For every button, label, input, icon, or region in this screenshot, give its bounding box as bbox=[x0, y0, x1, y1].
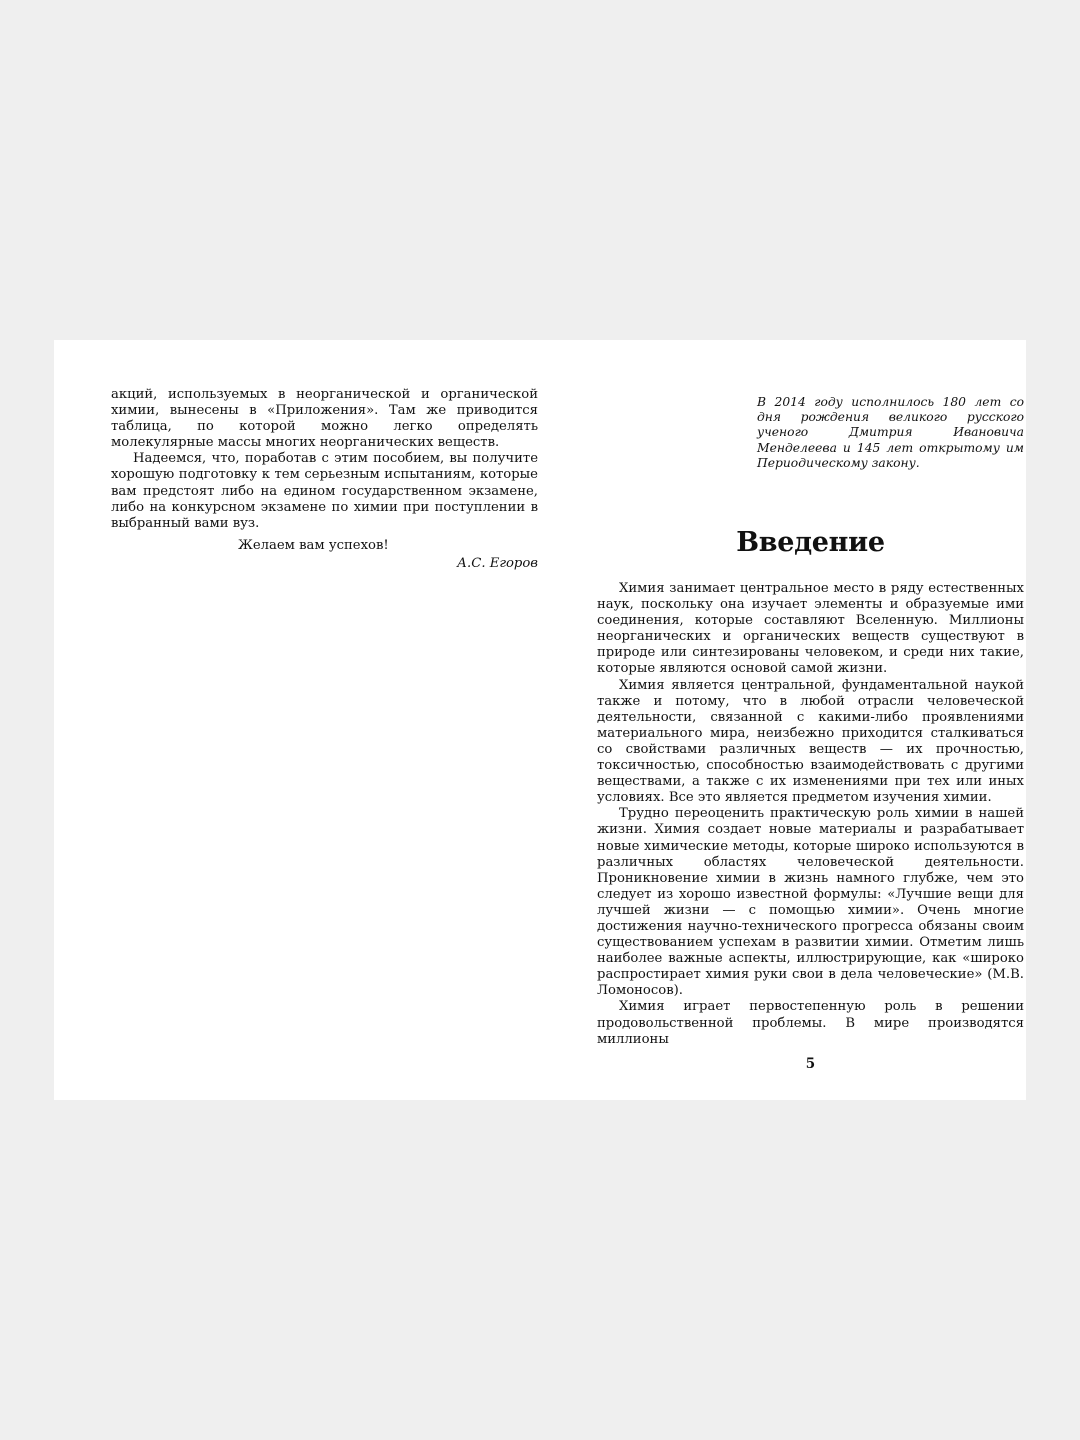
author-signature: А.С. Егоров bbox=[457, 555, 538, 571]
right-page bbox=[597, 395, 1024, 1072]
left-paragraph-1: акций, используемых в неорганической и органической химии, вынесены в «Приложения». Там же приводится таблица, по которой можно легко определять молекулярные массы многих неорганических веществ. bbox=[111, 387, 538, 451]
left-page bbox=[111, 387, 538, 572]
intro-paragraph-1: Химия занимает центральное место в ряду естественных наук, поскольку она изучает элементы и образуемые ими соединения, которые составляют Вселенную. Миллионы неорганических и органических веществ существуют в природе или синтезированы человеком, и среди них такие, которые являются основой самой жизни. bbox=[597, 581, 1024, 677]
book-spread bbox=[54, 340, 1026, 1100]
page-number: 5 bbox=[805, 1055, 816, 1072]
left-paragraph-2: Надеемся, что, поработав с этим пособием, вы получите хорошую подготовку к тем серьезным испытаниям, которые вам предстоят либо на едином государственном экзамене, либо на конкурсном экзамене по химии при поступлении в выбранный вами вуз. bbox=[111, 451, 538, 531]
epigraph: В 2014 году исполнилось 180 лет со дня рождения великого русского ученого Дмитрия Ивановича Менделеева и 145 лет открытому им Периодическому закону. bbox=[757, 395, 1024, 470]
intro-paragraph-2: Химия является центральной, фундаментальной наукой также и потому, что в любой отрасли человеческой деятельности, связанной с какими-либо проявлениями материального мира, неизбежно приходится сталкиваться со свойствами различных веществ — их прочностью, токсичностью, способностью взаимодействовать с другими веществами, а также с их изменениями при тех или иных условиях. Все это является предметом изучения химии. bbox=[597, 677, 1024, 806]
chapter-heading: Введение bbox=[736, 527, 885, 559]
intro-paragraph-3: Трудно переоценить практическую роль химии в нашей жизни. Химия создает новые материалы и разрабатывает новые химические методы, которые широко используются в различных областях человеческой деятельности. Проникновение химии в жизнь намного глубже, чем это следует из хорошо известной формулы: «Лучшие вещи для лучшей жизни — с помощью химии». Очень многие достижения научно-технического прогресса обязаны своим существованием успехам в развитии химии. Отметим лишь наиболее важные аспекты, иллюстрирующие, как «широко распростирает химия руки свои в дела человеческие» (М.В. Ломоносов). bbox=[597, 806, 1024, 999]
closing-wish: Желаем вам успехов! bbox=[238, 537, 389, 553]
intro-paragraph-4: Химия играет первостепенную роль в решении продовольственной проблемы. В мире производятся миллионы bbox=[597, 999, 1024, 1047]
